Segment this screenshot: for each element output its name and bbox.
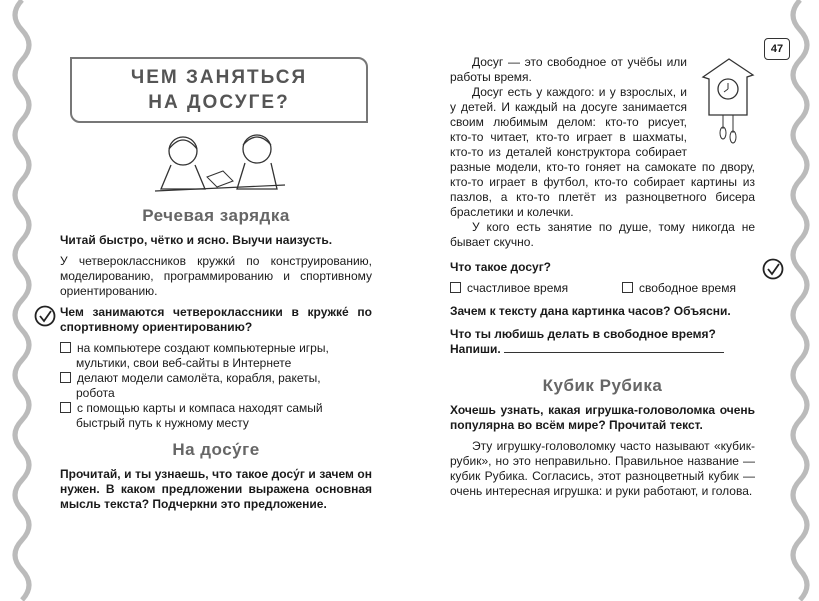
section-heading: На досу́ге (172, 440, 260, 459)
task-text: Читай быстро, чётко и ясно. Выучи наизусть. (60, 233, 333, 247)
question-text: Что такое досуг? (450, 260, 552, 274)
checkbox[interactable] (60, 402, 71, 413)
checkbox[interactable] (450, 282, 461, 293)
paragraph: У кого есть занятие по душе, тому никогда не бывает скучно. (450, 220, 755, 249)
question-text: Зачем к тексту дана картинка часов? Объясни. (450, 304, 731, 318)
checkbox[interactable] (60, 342, 71, 353)
left-page (60, 57, 372, 518)
answer-line[interactable] (504, 342, 724, 353)
check-circle-icon (762, 258, 784, 280)
question-block (60, 305, 372, 335)
question-block (450, 260, 755, 275)
question-text: Что ты любишь делать в свободное время? Напиши. (450, 327, 755, 357)
task-text: Прочитай, и ты узнаешь, что такое досу́г и зачем он нужен. В каком предложении выражена основная мысль текста? Подчеркни это предложение. (60, 467, 372, 511)
cuckoo-clock-illustration (695, 55, 759, 147)
checkbox[interactable] (60, 372, 71, 383)
options-row (450, 281, 755, 296)
section-heading: Речевая зарядка (142, 206, 290, 225)
paragraph: Эту игрушку-головоломку часто называют «кубик-рубик», но это неправильно. Правильное название — кубик Рубика. Согласись, этот разноцветный кубик — очень интересная игрушка: и руки работают, и голова. (450, 439, 755, 498)
title-line: НА ДОСУГЕ? (148, 92, 290, 113)
option-item[interactable]: счастливое время (450, 281, 568, 295)
children-illustration (145, 129, 295, 197)
page-number: 47 (764, 38, 790, 60)
task-text: Хочешь узнать, какая игрушка-головоломка очень популярна во всём мире? Прочитай текст. (450, 403, 755, 432)
option-item[interactable]: на компьютере создают компьютерные игры, мультики, свои веб-сайты в Интернете (60, 341, 362, 371)
question-text: Чем занимаются четвероклассники в кружке́ по спортивному ориентированию? (60, 305, 372, 334)
right-page (450, 55, 755, 505)
section-heading: Кубик Рубика (542, 376, 663, 395)
option-item[interactable]: свободное время (622, 281, 736, 296)
checkbox[interactable] (622, 282, 633, 293)
paragraph: У четвероклассников кружки́ по конструированию, моделированию, программированию и спортивному ориентированию. (60, 254, 372, 298)
title-line: ЧЕМ ЗАНЯТЬСЯ (130, 67, 308, 88)
paragraph: Досуг есть у каждого: и у взрослых, и у детей. И каждый на досуге занимается своим любимым делом: кто-то рисует, кто-то читает, кто-то играет в шахматы, кто-то из деталей конструктора собирает разные модели, кто-то гоняет на самокате по двору, кто-то играет в футбол, кто-то собирает картины из пазлов, а кто-то плетёт из разноцветного бисера браслетики и колечки. (450, 85, 755, 219)
option-item[interactable]: с помощью карты и компаса находят самый быстрый путь к нужному месту (60, 401, 362, 431)
option-item[interactable]: делают модели самолёта, корабля, ракеты, робота (60, 371, 362, 401)
title-box (70, 57, 368, 123)
options-list (60, 341, 362, 431)
check-circle-icon (34, 305, 56, 327)
paragraph: Досуг — это свободное от учёбы или работы время. (450, 55, 687, 84)
